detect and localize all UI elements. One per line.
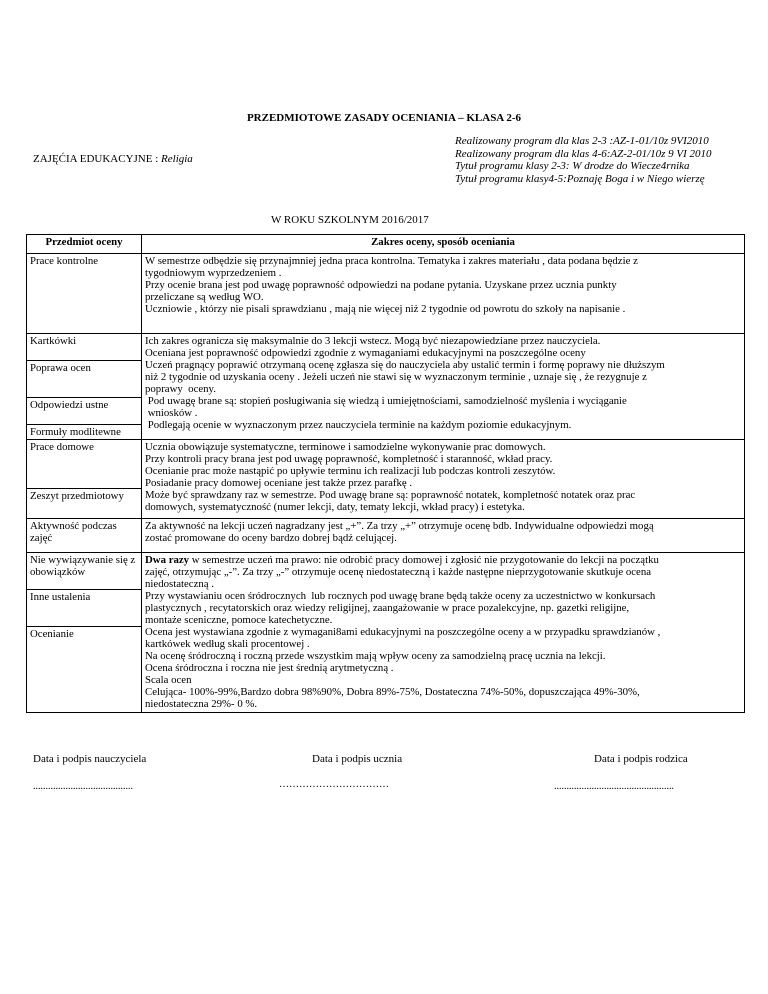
program-line: Realizowany program dla klas 4-6:AZ-2-01/10z 9 VI 2010 bbox=[455, 147, 712, 160]
content-line: W semestrze odbędzie się przynajmniej jedna praca kontrolna. Tematyka i zakres materiału , data podana będzie z bbox=[145, 255, 638, 267]
content-line: Uczeń pragnący poprawić otrzymaną ocenę zgłasza się do nauczyciela aby ustalić termin i formę poprawy nie dłuższym bbox=[145, 359, 665, 371]
teacher-signature-label: Data i podpis nauczyciela bbox=[33, 753, 147, 765]
content-line: wniosków . bbox=[145, 407, 198, 419]
grading-table bbox=[26, 234, 745, 713]
row-label: Aktywność podczas zajęć bbox=[27, 519, 142, 553]
student-signature-label: Data i podpis ucznia bbox=[312, 753, 403, 765]
bold-lead: Dwa razy bbox=[145, 554, 190, 566]
content-line: poprawy oceny. bbox=[145, 383, 216, 395]
content-line: zostać promowane do oceny bardzo dobrej bądź celującej. bbox=[145, 532, 397, 544]
content-line: Pod uwagę brane są: stopień posługiwania się wiedzą i umiejętnościami, samodzielność myślenia i wyciąganie bbox=[145, 395, 627, 407]
row-label: Ocenianie bbox=[30, 628, 74, 640]
content-line: Przy kontroli pracy brana jest pod uwagę poprawność, kompletność i staranność, wkład pracy. bbox=[145, 453, 553, 465]
content-line: Uczniowie , którzy nie pisali sprawdzianu , mają nie więcej niż 2 tygodnie od powrotu do szkoły na napisanie . bbox=[145, 303, 626, 315]
subject-line bbox=[33, 153, 193, 165]
content-line: plastycznych , recytatorskich oraz wiedzy religijnej, zaangażowanie w prace pozalekcyjne, np. gazetki religijne, bbox=[145, 602, 630, 614]
program-info bbox=[455, 135, 712, 185]
content-line: tygodniowym wyprzedzeniem . bbox=[145, 267, 282, 279]
content-line: zajęć, otrzymując „-”. Za trzy „-” otrzymuje ocenę niedostateczną i każde następne nieprzygotowanie skutkuje ocena bbox=[145, 566, 652, 578]
content-line: Ocena jest wystawiana zgodnie z wymagani8ami edukacyjnymi na poszczególne oceny a w przypadku sprawdzianów , bbox=[145, 626, 661, 638]
content-line bbox=[145, 554, 741, 566]
content-line: Przy ocenie brana jest pod uwagę poprawność odpowiedzi na podane pytania. Uzyskane przez ucznia punkty bbox=[145, 279, 617, 291]
table-header-row bbox=[27, 235, 745, 254]
row-content bbox=[142, 334, 745, 440]
row-label: Odpowiedzi ustne bbox=[27, 398, 141, 425]
content-line: Za aktywność na lekcji uczeń nagradzany jest „+”. Za trzy „+” otrzymuje ocenę bdb. Indywidualne odpowiedzi mogą bbox=[145, 520, 654, 532]
content-line: Ocena śródroczna i roczna nie jest średnią arytmetyczną . bbox=[145, 662, 394, 674]
row-label: Inne ustalenia bbox=[27, 590, 141, 627]
row-label: Zeszyt przedmiotowy bbox=[30, 490, 124, 502]
table-row bbox=[27, 519, 745, 553]
content-line: niedostateczną . bbox=[145, 578, 214, 590]
content-line: Przy wystawianiu ocen śródrocznych lub rocznych pod uwagę brane będą także oceny za uczestnictwo w konkursach bbox=[145, 590, 656, 602]
column-header-subject: Przedmiot oceny bbox=[27, 235, 142, 254]
row-label-group bbox=[27, 440, 142, 519]
program-line: Tytuł programu klasy4-5:Poznaję Boga i w Niego wierzę bbox=[455, 172, 705, 185]
document-title: PRZEDMIOTOWE ZASADY OCENIANIA – KLASA 2-6 bbox=[246, 112, 522, 124]
content-line: Ich zakres ogranicza się maksymalnie do 3 lekcji wstecz. Mogą być niezapowiedziane przez nauczyciela. bbox=[145, 335, 601, 347]
content-line: Podlegają ocenie w wyznaczonym przez nauczyciela terminie na każdym poziomie edukacyjnym. bbox=[145, 419, 572, 431]
school-year bbox=[271, 214, 429, 226]
program-line: Tytuł programu klasy 2-3: W drodze do Wiecze4rnika bbox=[455, 160, 690, 172]
content-line: niż 2 tygodnie od uzyskania oceny . Jeżeli uczeń nie stawi się w wyznaczonym terminie , uznaje się , że rezygnuje z bbox=[145, 371, 647, 383]
row-label: Prace domowe bbox=[27, 440, 141, 489]
content-line: Posiadanie pracy domowej oceniane jest także przez parafkę . bbox=[145, 477, 413, 489]
content-line-rest: w semestrze uczeń ma prawo: nie odrobić pracy domowej i zgłosić nie przygotowanie do lekcji na początku bbox=[189, 554, 659, 566]
content-line: Może być sprawdzany raz w semestrze. Pod uwagę brane są: poprawność notatek, kompletność notatek oraz prac bbox=[145, 489, 636, 501]
row-label: Poprawa ocen bbox=[27, 361, 141, 398]
content-line: niedostateczna 29%- 0 %. bbox=[145, 698, 258, 710]
table-row bbox=[27, 254, 745, 334]
content-line: Scala ocen bbox=[145, 674, 192, 686]
school-year-value: 16/2017 bbox=[392, 214, 429, 226]
content-line: montaże sceniczne, pomoce katechetyczne. bbox=[145, 614, 333, 626]
content-line: domowych, systematyczność (numer lekcji, daty, tematy lekcji, wkład pracy) i estetyka. bbox=[145, 501, 525, 513]
row-label-group bbox=[27, 334, 142, 440]
row-content bbox=[142, 254, 745, 334]
row-content bbox=[142, 519, 745, 553]
parent-signature-line: ................................................ bbox=[554, 781, 674, 792]
content-line: Ocenianie prac może nastąpić po upływie terminu ich realizacji lub podczas kontroli zeszytów. bbox=[145, 465, 556, 477]
table-row bbox=[27, 553, 745, 713]
content-line: Na ocenę śródroczną i roczną przede wszystkim mają wpływ oceny za samodzielną pracę ucznia na lekcji. bbox=[145, 650, 606, 662]
subject-label: ZAJĘĆIA EDUKACYJNE : bbox=[33, 153, 159, 165]
content-line: Oceniana jest poprawność odpowiedzi zgodnie z wymaganiami edukacyjnymi na poszczególne oceny bbox=[145, 347, 586, 359]
content-line: kartkówek według skali procentowej . bbox=[145, 638, 310, 650]
content-line: przeliczane są według WO. bbox=[145, 291, 264, 303]
row-label: Nie wywiązywanie się z obowiązków bbox=[27, 553, 141, 590]
content-line: Celująca- 100%-99%,Bardzo dobra 98%90%, Dobra 89%-75%, Dostateczna 74%-50%, dopuszczająca 49%-30%, bbox=[145, 686, 640, 698]
table-row bbox=[27, 334, 745, 440]
school-year-label: W ROKU SZKOLNYM 20 bbox=[271, 214, 393, 226]
row-label: Formuły modlitewne bbox=[30, 426, 121, 438]
row-label-group bbox=[27, 553, 142, 713]
table-row bbox=[27, 440, 745, 519]
content-line: Ucznia obowiązuje systematyczne, terminowe i samodzielne wykonywanie prac domowych. bbox=[145, 441, 546, 453]
row-label: Kartkówki bbox=[27, 334, 141, 361]
subject-value: Religia bbox=[161, 153, 193, 165]
student-signature-line: …………………………… bbox=[279, 779, 389, 790]
parent-signature-label: Data i podpis rodzica bbox=[594, 753, 688, 765]
teacher-signature-line: ........................................ bbox=[33, 781, 133, 792]
column-header-scope: Zakres oceny, sposób oceniania bbox=[142, 235, 745, 254]
program-line: Realizowany program dla klas 2-3 :AZ-1-01/10z 9VI2010 bbox=[455, 135, 709, 147]
row-label: Prace kontrolne bbox=[27, 254, 142, 334]
row-content bbox=[142, 440, 745, 519]
row-content bbox=[142, 553, 745, 713]
